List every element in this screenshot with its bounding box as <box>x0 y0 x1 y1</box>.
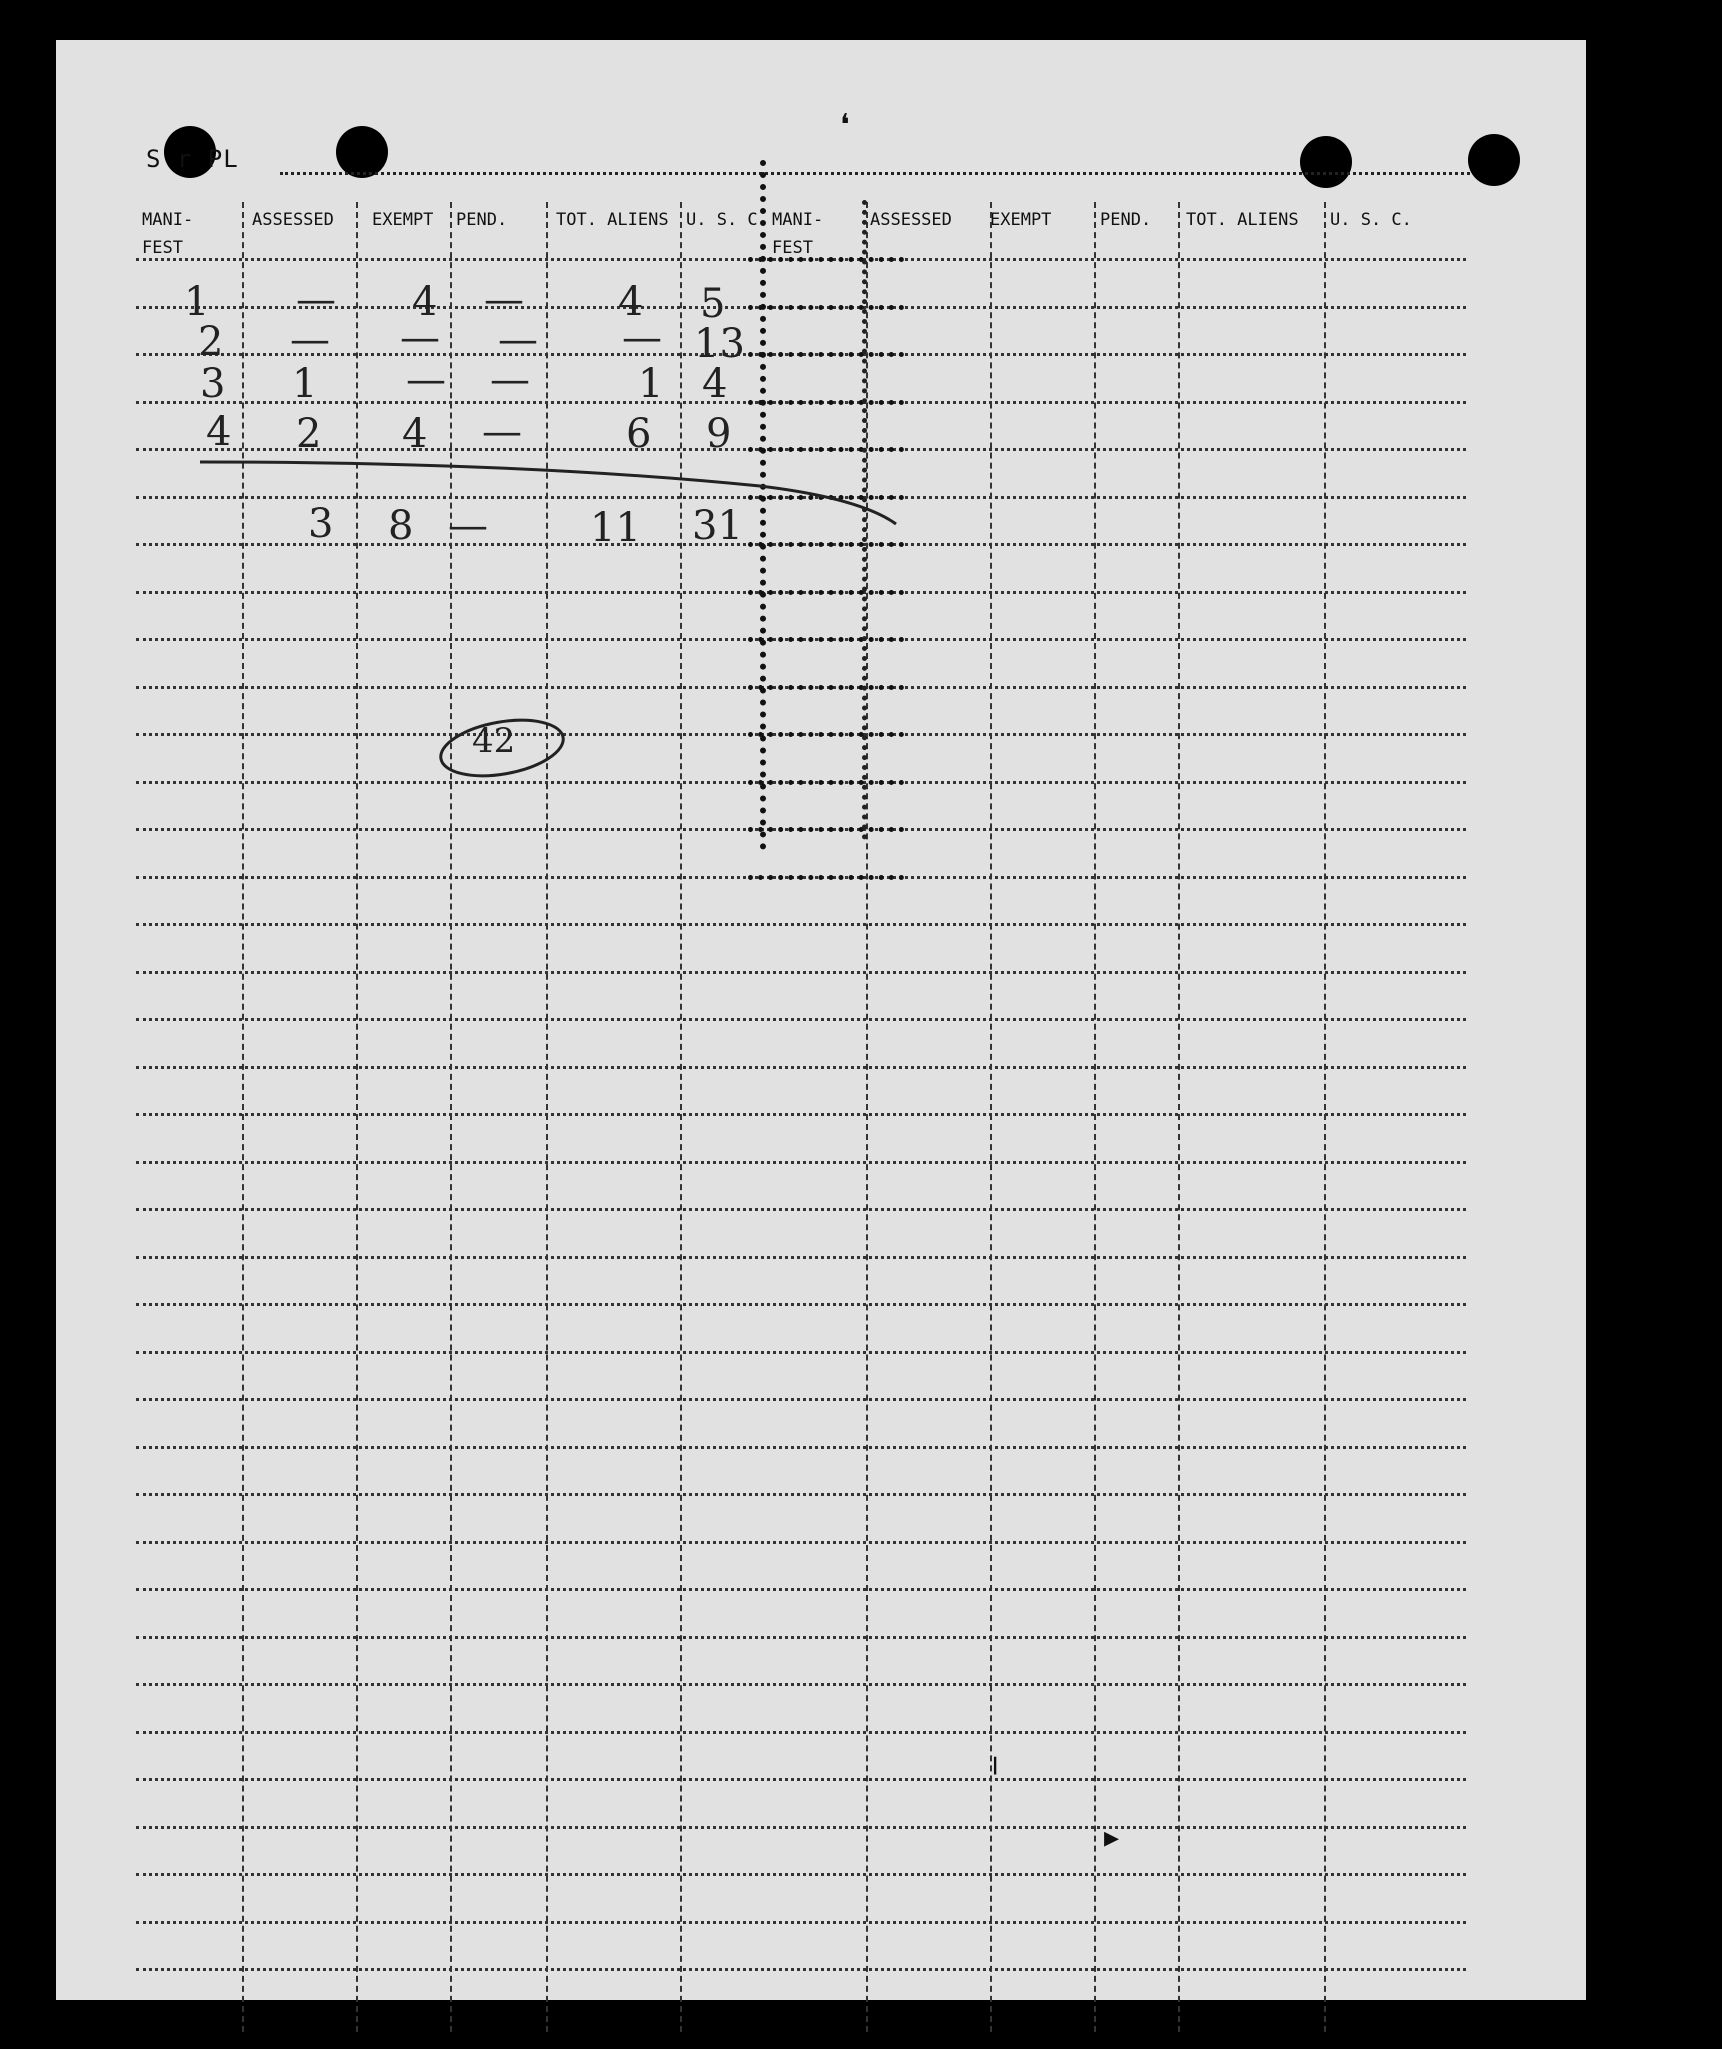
total-assessed: 3 <box>308 501 334 547</box>
header-pend-right: PEND. <box>1100 210 1152 230</box>
header-pend-left: PEND. <box>456 210 508 230</box>
row-2-tot-aliens: — <box>622 315 662 361</box>
total-exempt: 8 <box>388 503 414 549</box>
row-2-manifest: 2 <box>198 319 224 365</box>
row-2-exempt: — <box>400 315 440 361</box>
header-usc-left: U. S. C. <box>686 210 768 230</box>
row-2-pend: — <box>498 317 538 363</box>
row-1-tot-aliens: 4 <box>618 279 644 325</box>
row-4-assessed: 2 <box>296 411 322 457</box>
total-pend: — <box>448 503 488 549</box>
header-assessed-left: ASSESSED <box>252 210 334 230</box>
header-manifest-left: MANI- FEST <box>142 210 194 258</box>
row-1-usc: 5 <box>700 281 726 327</box>
row-1-pend: — <box>484 277 524 323</box>
row-4-tot-aliens: 6 <box>626 411 652 457</box>
header-assessed-right: ASSESSED <box>870 210 952 230</box>
scan-mark-2: ▸ <box>1104 1820 1120 1855</box>
row-3-assessed: 1 <box>292 361 318 407</box>
header-usc-right: U. S. C. <box>1330 210 1412 230</box>
row-4-usc: 9 <box>706 411 732 457</box>
row-1-assessed: — <box>296 277 336 323</box>
row-1-manifest: 1 <box>184 279 210 325</box>
scan-mark-1: ❛ <box>840 108 850 143</box>
row-2-assessed: — <box>290 317 330 363</box>
row-3-usc: 4 <box>702 361 728 407</box>
ship-name-label: S r PL <box>146 145 239 173</box>
circled-total: 42 <box>472 721 516 761</box>
row-3-pend: — <box>490 357 530 403</box>
row-1-exempt: 4 <box>412 279 438 325</box>
row-3-tot-aliens: 1 <box>638 361 664 407</box>
row-4-exempt: 4 <box>402 411 428 457</box>
total-tot-aliens: 11 <box>590 505 641 551</box>
row-4-manifest: 4 <box>206 409 232 455</box>
header-tot-aliens-left: TOT. ALIENS <box>556 210 669 230</box>
header-tot-aliens-right: TOT. ALIENS <box>1186 210 1299 230</box>
header-exempt-left: EXEMPT <box>372 210 434 230</box>
header-manifest-right: MANI- FEST <box>772 210 824 258</box>
row-3-manifest: 3 <box>200 361 226 407</box>
scan-mark-3: ╷ <box>986 1740 1005 1775</box>
total-usc: 31 <box>692 503 743 549</box>
header-exempt-right: EXEMPT <box>990 210 1052 230</box>
row-3-exempt: — <box>406 357 446 403</box>
row-4-pend: — <box>482 409 522 455</box>
row-2-usc: 13 <box>694 321 745 367</box>
